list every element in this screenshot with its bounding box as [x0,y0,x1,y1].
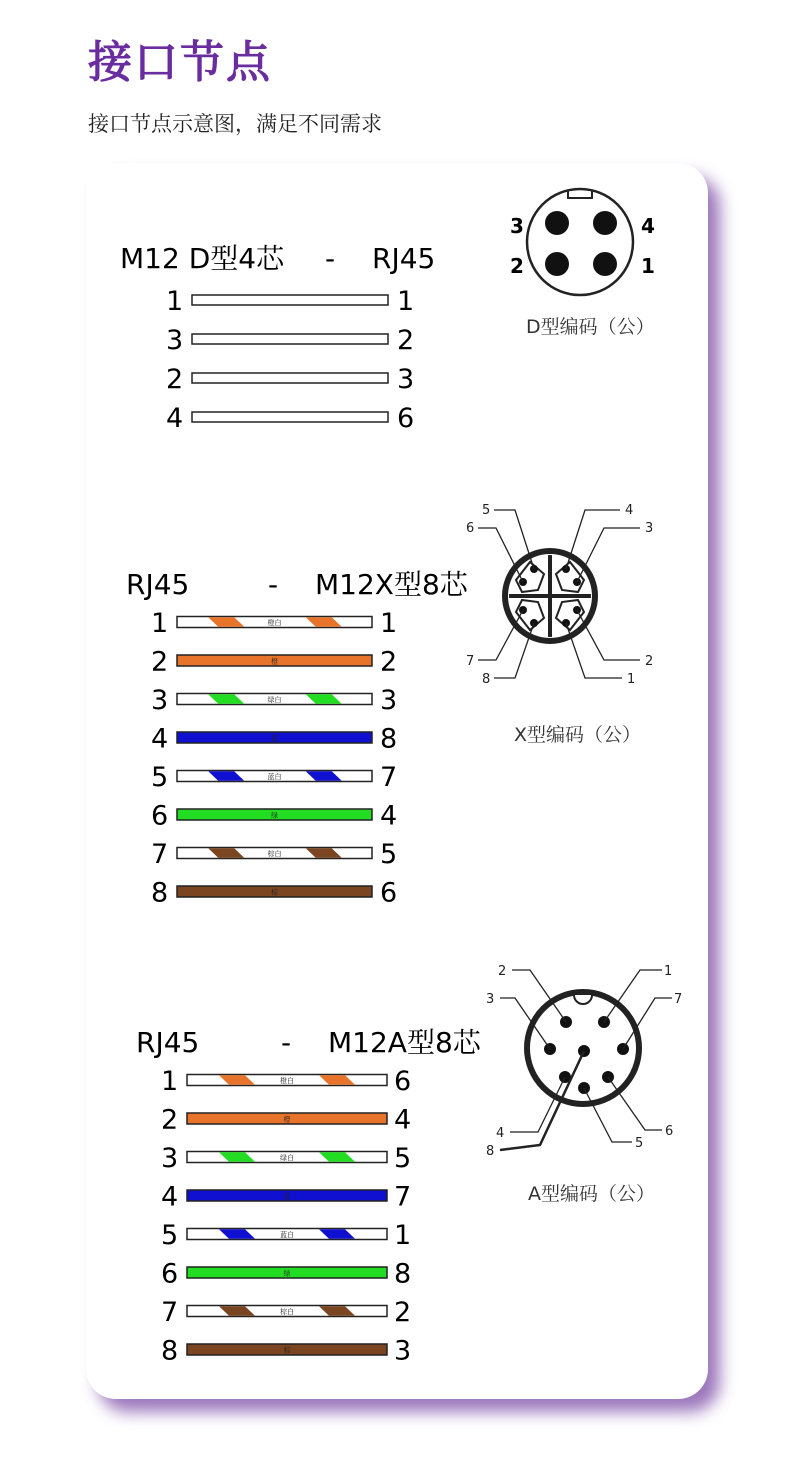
wire-left-pin: 7 [161,1297,179,1328]
wire-left-pin: 6 [151,800,169,832]
a-pin-label-4: 4 [496,1126,505,1141]
a-pin-label-7: 7 [674,992,683,1007]
wire-color-label: 绿 [283,1269,291,1278]
x-pin-label-2: 2 [645,654,654,669]
wire-row [161,1182,411,1213]
section-2-right-label: M12X型8芯 [315,568,468,601]
wire-row [151,762,397,793]
wire-left-pin: 1 [151,608,169,639]
a-connector-caption: A型编码（公） [528,1183,655,1205]
x-pin-label-3: 3 [645,521,654,536]
wire-bar [192,295,388,305]
wire-left-pin: 6 [161,1258,179,1290]
section-m12d-rj45 [120,189,655,434]
a-pin-label-2: 2 [498,964,507,979]
wire-left-pin: 3 [166,325,184,356]
d-connector-body [527,189,633,295]
wire-row [161,1259,411,1290]
d-pin-label-2: 2 [510,254,524,278]
section-2-wires [151,608,397,909]
wire-left-pin: 2 [161,1104,179,1136]
wire-right-pin: 1 [380,608,398,639]
a-pin-label-8: 8 [486,1144,495,1159]
wire-row [151,685,397,716]
x-coded-connector [466,503,653,746]
wire-right-pin: 4 [380,800,398,832]
wire-right-pin: 6 [380,877,398,909]
section-rj45-m12x [126,503,653,909]
wire-color-label: 蓝 [283,1192,291,1201]
wire-color-label: 橙白 [280,1077,294,1085]
wire-color-label: 蓝 [271,734,278,743]
d-pin-1 [593,252,617,276]
section-rj45-m12a [136,964,682,1367]
page-subtitle: 接口节点示意图，满足不同需求 [88,112,382,136]
wire-row [166,325,414,356]
wire-bar [192,334,388,344]
section-3-wires [161,1066,411,1367]
section-1-right-label: RJ45 [372,242,436,275]
x-pin-label-7: 7 [466,654,475,669]
section-1-wires [166,286,414,434]
wire-color-label: 蓝白 [280,1231,294,1239]
d-pin-2 [545,252,569,276]
wire-row [166,403,414,434]
wire-bar [192,412,388,422]
wire-color-label: 棕 [271,888,278,897]
x-pin-label-6: 6 [466,521,475,536]
d-connector-caption: D型编码（公） [526,316,655,338]
wire-left-pin: 1 [166,286,184,317]
wire-right-pin: 1 [394,1220,412,1251]
wire-left-pin: 3 [151,685,169,716]
a-pin-label-6: 6 [665,1124,674,1139]
wire-right-pin: 2 [394,1297,412,1328]
wire-right-pin: 2 [397,325,415,356]
section-3-right-label: M12A型8芯 [328,1026,481,1059]
a-pin-label-3: 3 [486,992,495,1007]
wire-right-pin: 1 [397,286,415,317]
wire-right-pin: 5 [380,839,398,870]
wire-left-pin: 4 [151,723,169,755]
wire-row [161,1105,411,1136]
wire-row [161,1336,411,1367]
wire-row [161,1297,411,1328]
wire-left-pin: 8 [161,1335,179,1367]
wire-row [151,724,397,755]
wire-row [151,801,397,832]
wire-color-label: 蓝白 [267,773,282,781]
a-coded-connector [486,964,682,1205]
wire-color-label: 棕白 [267,850,282,858]
wire-left-pin: 2 [166,364,184,395]
wire-row [151,647,397,678]
wire-left-pin: 7 [151,839,169,870]
wire-row [161,1143,411,1174]
x-connector-caption: X型编码（公） [514,724,642,746]
x-pin-label-1: 1 [627,672,636,687]
wire-right-pin: 2 [380,646,398,678]
wire-row [161,1220,411,1251]
section-1-dash: - [325,242,336,275]
wire-left-pin: 8 [151,877,169,909]
wire-right-pin: 6 [394,1066,412,1097]
page-title: 接口节点 [88,37,272,88]
wire-left-pin: 5 [151,762,169,793]
wire-right-pin: 3 [397,364,415,395]
wire-right-pin: 3 [380,685,398,716]
wire-right-pin: 3 [394,1335,412,1367]
wire-left-pin: 4 [166,403,184,434]
wire-color-label: 绿白 [280,1154,294,1162]
d-pin-label-3: 3 [510,214,524,238]
section-3-dash: - [281,1026,292,1059]
wire-left-pin: 2 [151,646,169,678]
wire-row [161,1066,411,1097]
wire-right-pin: 7 [394,1181,412,1213]
a-connector-key [574,995,592,1004]
a-pin-label-5: 5 [635,1136,644,1151]
wire-bar [192,373,388,383]
wire-right-pin: 8 [380,723,398,755]
wire-left-pin: 3 [161,1143,179,1174]
section-2-left-label: RJ45 [126,568,190,601]
d-coded-connector [510,189,655,338]
wire-row [151,839,397,870]
wire-color-label: 橙 [271,657,278,666]
wire-right-pin: 4 [394,1104,412,1136]
d-pin-4 [593,211,617,235]
d-pin-label-4: 4 [641,214,655,238]
wire-color-label: 橙 [283,1115,291,1124]
x-pin-label-8: 8 [482,672,491,687]
wire-left-pin: 4 [161,1181,179,1213]
x-pin-label-4: 4 [625,503,634,518]
d-pin-label-1: 1 [641,254,655,278]
section-3-left-label: RJ45 [136,1026,200,1059]
wire-left-pin: 1 [161,1066,179,1097]
d-pin-3 [545,211,569,235]
wire-row [151,608,397,639]
wire-color-label: 绿 [271,811,278,820]
x-pin-label-5: 5 [482,503,491,518]
section-2-dash: - [268,568,279,601]
wire-right-pin: 5 [394,1143,412,1174]
wire-color-label: 绿白 [267,696,282,704]
wire-color-label: 棕 [283,1346,291,1355]
wire-row [151,878,397,909]
wire-right-pin: 7 [380,762,398,793]
wire-color-label: 棕白 [280,1308,294,1316]
wire-row [166,286,414,317]
wire-right-pin: 6 [397,403,415,434]
wire-right-pin: 8 [394,1258,412,1290]
a-pin-label-1: 1 [664,964,673,979]
section-1-left-label: M12 D型4芯 [120,242,285,275]
wire-row [166,364,414,395]
wire-color-label: 橙白 [267,619,282,627]
wire-left-pin: 5 [161,1220,179,1251]
